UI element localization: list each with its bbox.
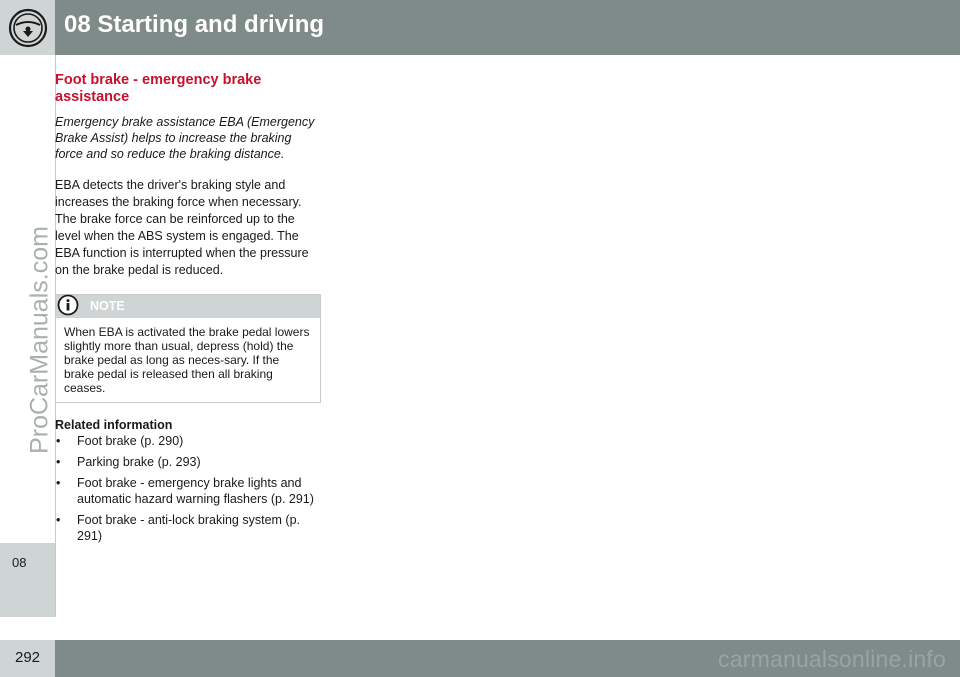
bullet: • — [56, 513, 61, 527]
related-title: Related information — [55, 418, 173, 432]
note-label: NOTE — [90, 299, 125, 313]
page-number: 292 — [14, 649, 41, 666]
related-link[interactable]: Foot brake (p. 290) — [77, 434, 184, 448]
bullet: • — [56, 434, 61, 448]
section-body: EBA detects the driver's braking style and increases the braking force when necessary. The brake force can be reinforced up to the level when the ABS system is engaged. The EBA function is interrupted when the pressure on the brake pedal is reduced. — [55, 178, 309, 277]
related-item[interactable] — [55, 475, 321, 507]
content-column — [55, 72, 321, 544]
related-link[interactable]: Foot brake - emergency brake lights and automatic hazard warning flashers (p. 291) — [77, 476, 314, 506]
steering-wheel-icon — [8, 8, 48, 48]
related-link[interactable]: Foot brake - anti-lock braking system (p. 291) — [77, 513, 300, 543]
note-text: When EBA is activated the brake pedal lowers slightly more than usual, depress (hold) the brake pedal as long as neces-sary. If the brake pedal is released then all braking ceases. — [64, 325, 310, 395]
section-title: Foot brake - emergency brake assistance — [55, 72, 262, 105]
section-intro: Emergency brake assistance EBA (Emergency Brake Assist) helps to increase the braking force and so reduce the braking distance. — [55, 115, 315, 161]
related-item[interactable] — [55, 512, 321, 544]
note-box — [55, 294, 321, 403]
related-item[interactable] — [55, 433, 321, 449]
related-link[interactable]: Parking brake (p. 293) — [77, 455, 201, 469]
related-list — [55, 433, 321, 544]
bullet: • — [56, 455, 61, 469]
footer-watermark: carmanualsonline.info — [718, 646, 946, 672]
chapter-title: 08 Starting and driving — [64, 11, 325, 38]
chapter-tab[interactable] — [0, 543, 55, 617]
side-watermark: ProCarManuals.com — [25, 226, 54, 454]
related-item[interactable] — [55, 454, 321, 470]
bullet: • — [56, 476, 61, 490]
info-icon — [57, 294, 79, 316]
chapter-tab-label: 08 — [12, 555, 27, 570]
note-header — [56, 295, 320, 318]
header-icon-box — [0, 0, 55, 55]
